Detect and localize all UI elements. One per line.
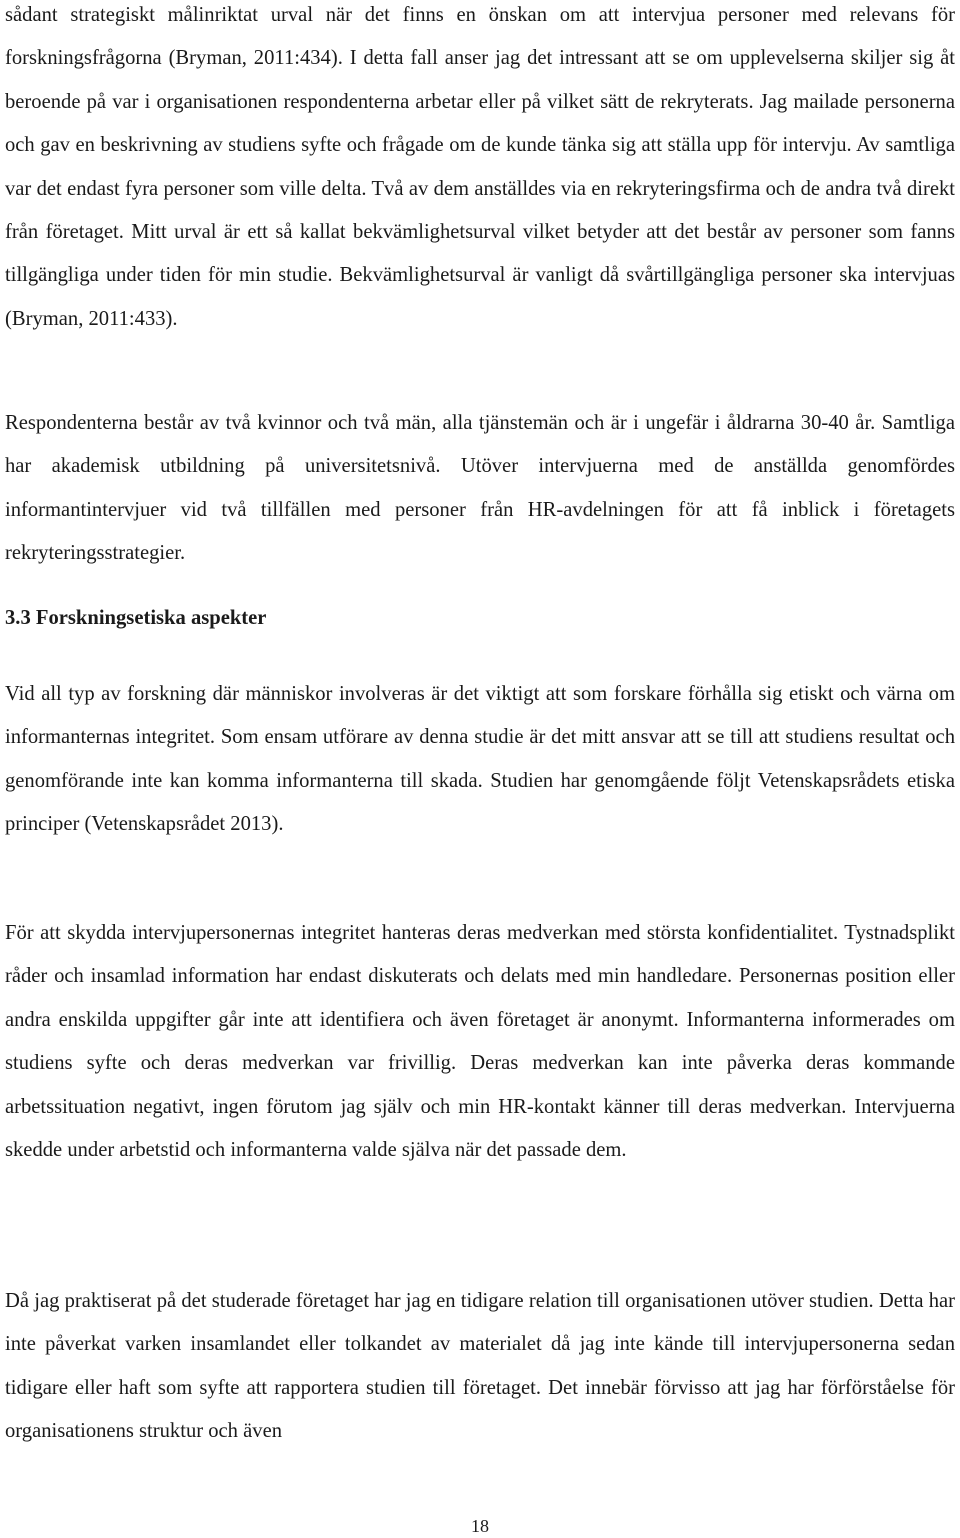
paragraph-confidentiality: För att skydda intervjupersonernas integritet hanteras deras medverkan med största konfidentialitet. Tystnadsplikt råder och insamlad information har endast diskuterats och delats med min handledare. Personernas position eller andra enskilda uppgifter går inte att identifiera och även företaget är anonymt. Informanterna informerades om studiens syfte och deras medverkan var frivillig. Deras medverkan kan inte påverka deras kommande arbetssituation negativt, ingen förutom jag själv och min HR-kontakt känner till deras medverkan. Intervjuerna skedde under arbetstid och informanterna valde själva när det passade dem. [5,922,955,1162]
paragraph-prior-relation: Då jag praktiserat på det studerade företaget har jag en tidigare relation till organisationen utöver studien. Detta har inte påverkat varken insamlandet eller tolkandet av materialet då jag inte kände till intervjupersonerna sedan tidigare eller haft som syfte att rapportera studien till företaget. Det innebär förvisso att jag har förförståelse för organisationens struktur och även [5,1290,955,1443]
paragraph-respondents: Respondenterna består av två kvinnor och två män, alla tjänstemän och är i ungefär i åldrarna 30-40 år. Samtliga har akademisk utbildning på universitetsnivå. Utöver intervjuerna med de anställda genomfördes informantintervjuer vid två tillfällen med personer från HR-avdelningen för att få inblick i företagets rekryteringsstrategier. [5,412,955,565]
section-heading: 3.3 Forskningsetiska aspekter [5,607,267,629]
paragraph-sampling: sådant strategiskt målinriktat urval när det finns en önskan om att intervjua personer med relevans för forskningsfrågorna (Bryman, 2011:434). I detta fall anser jag det intressant att se om upplevelserna skiljer sig åt beroende på var i organisationen respondenterna arbetar eller på vilket sätt de rekryterats. Jag mailade personerna och gav en beskrivning av studiens syfte och frågade om de kunde tänka sig att ställa upp för intervju. Av samtliga var det endast fyra personer som ville delta. Två av dem anställdes via en rekryteringsfirma och de andra två direkt från företaget. Mitt urval är ett så kallat bekvämlighetsurval vilket betyder att det består av personer som fanns tillgängliga under tiden för min studie. Bekvämlighetsurval är vanligt då svårtillgängliga personer ska intervjuas (Bryman, 2011:433). [5,4,955,330]
page-number: 18 [471,1516,489,1536]
paragraph-ethics-intro: Vid all typ av forskning där människor involveras är det viktigt att som forskare förhålla sig etiskt och värna om informanternas integritet. Som ensam utförare av denna studie är det mitt ansvar att se till att studiens resultat och genomförande inte kan komma informanterna till skada. Studien har genomgående följt Vetenskapsrådets etiska principer (Vetenskapsrådet 2013). [5,683,955,836]
